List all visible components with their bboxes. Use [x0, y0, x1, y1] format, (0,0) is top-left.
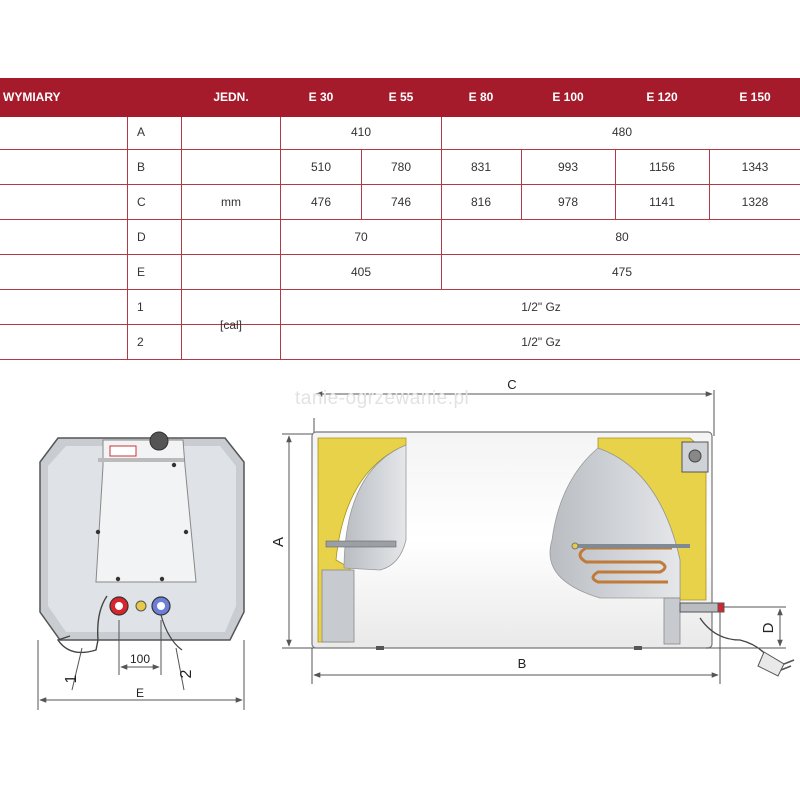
- cell-b-e100: 993: [557, 160, 579, 174]
- cell-c-e150: 1328: [741, 195, 769, 209]
- header-model-e55: E 55: [388, 90, 414, 104]
- watermark: tanie-ogrzewanie.pl: [295, 388, 470, 409]
- header-model-e100: E 100: [552, 90, 584, 104]
- cell-e-e30-e55: 405: [350, 265, 372, 279]
- cell-a-e80-e150: 480: [611, 125, 633, 139]
- side-label-a: A: [270, 536, 287, 548]
- cell-d-e80-e150: 80: [615, 230, 629, 244]
- cell-c-e80: 816: [470, 195, 492, 209]
- unit-mm: mm: [221, 195, 241, 209]
- cell-c-e55: 746: [390, 195, 412, 209]
- header-wymiary: WYMIARY: [3, 90, 61, 104]
- cell-b-e55: 780: [390, 160, 412, 174]
- side-label-b: B: [517, 656, 527, 671]
- cell-b-e150: 1343: [741, 160, 769, 174]
- cell-c-e100: 978: [557, 195, 579, 209]
- cell-b-e120: 1156: [649, 160, 675, 174]
- header-jedn: JEDN.: [213, 90, 249, 104]
- row-label-d: D: [137, 230, 146, 244]
- cell-b-e30: 510: [310, 160, 332, 174]
- front-label-2: 2: [178, 669, 195, 679]
- side-label-d: D: [760, 622, 777, 634]
- cell-connection-1: 1/2" Gz: [521, 300, 561, 314]
- header-model-e150: E 150: [739, 90, 771, 104]
- front-label-1: 1: [63, 674, 80, 684]
- front-label-e: E: [135, 686, 145, 700]
- cell-a-e30-e55: 410: [350, 125, 372, 139]
- cell-b-e80: 831: [470, 160, 492, 174]
- plug: [758, 652, 784, 676]
- header-model-e30: E 30: [308, 90, 334, 104]
- unit-cal: [cal]: [219, 318, 243, 332]
- row-label-c: C: [137, 195, 146, 209]
- cell-c-e30: 476: [310, 195, 332, 209]
- row-label-1: 1: [137, 300, 144, 314]
- cell-c-e120: 1141: [649, 195, 675, 209]
- cell-d-e30-e55: 70: [354, 230, 368, 244]
- row-label-e: E: [137, 265, 146, 279]
- header-model-e80: E 80: [468, 90, 494, 104]
- side-pipe: [680, 603, 720, 612]
- side-label-c: C: [507, 377, 517, 392]
- row-label-a: A: [137, 125, 146, 139]
- row-label-b: B: [137, 160, 146, 174]
- cell-e-e80-e150: 475: [611, 265, 633, 279]
- header-model-e120: E 120: [646, 90, 678, 104]
- cell-connection-2: 1/2" Gz: [521, 335, 561, 349]
- row-label-2: 2: [137, 335, 144, 349]
- front-label-spacing: 100: [129, 652, 151, 666]
